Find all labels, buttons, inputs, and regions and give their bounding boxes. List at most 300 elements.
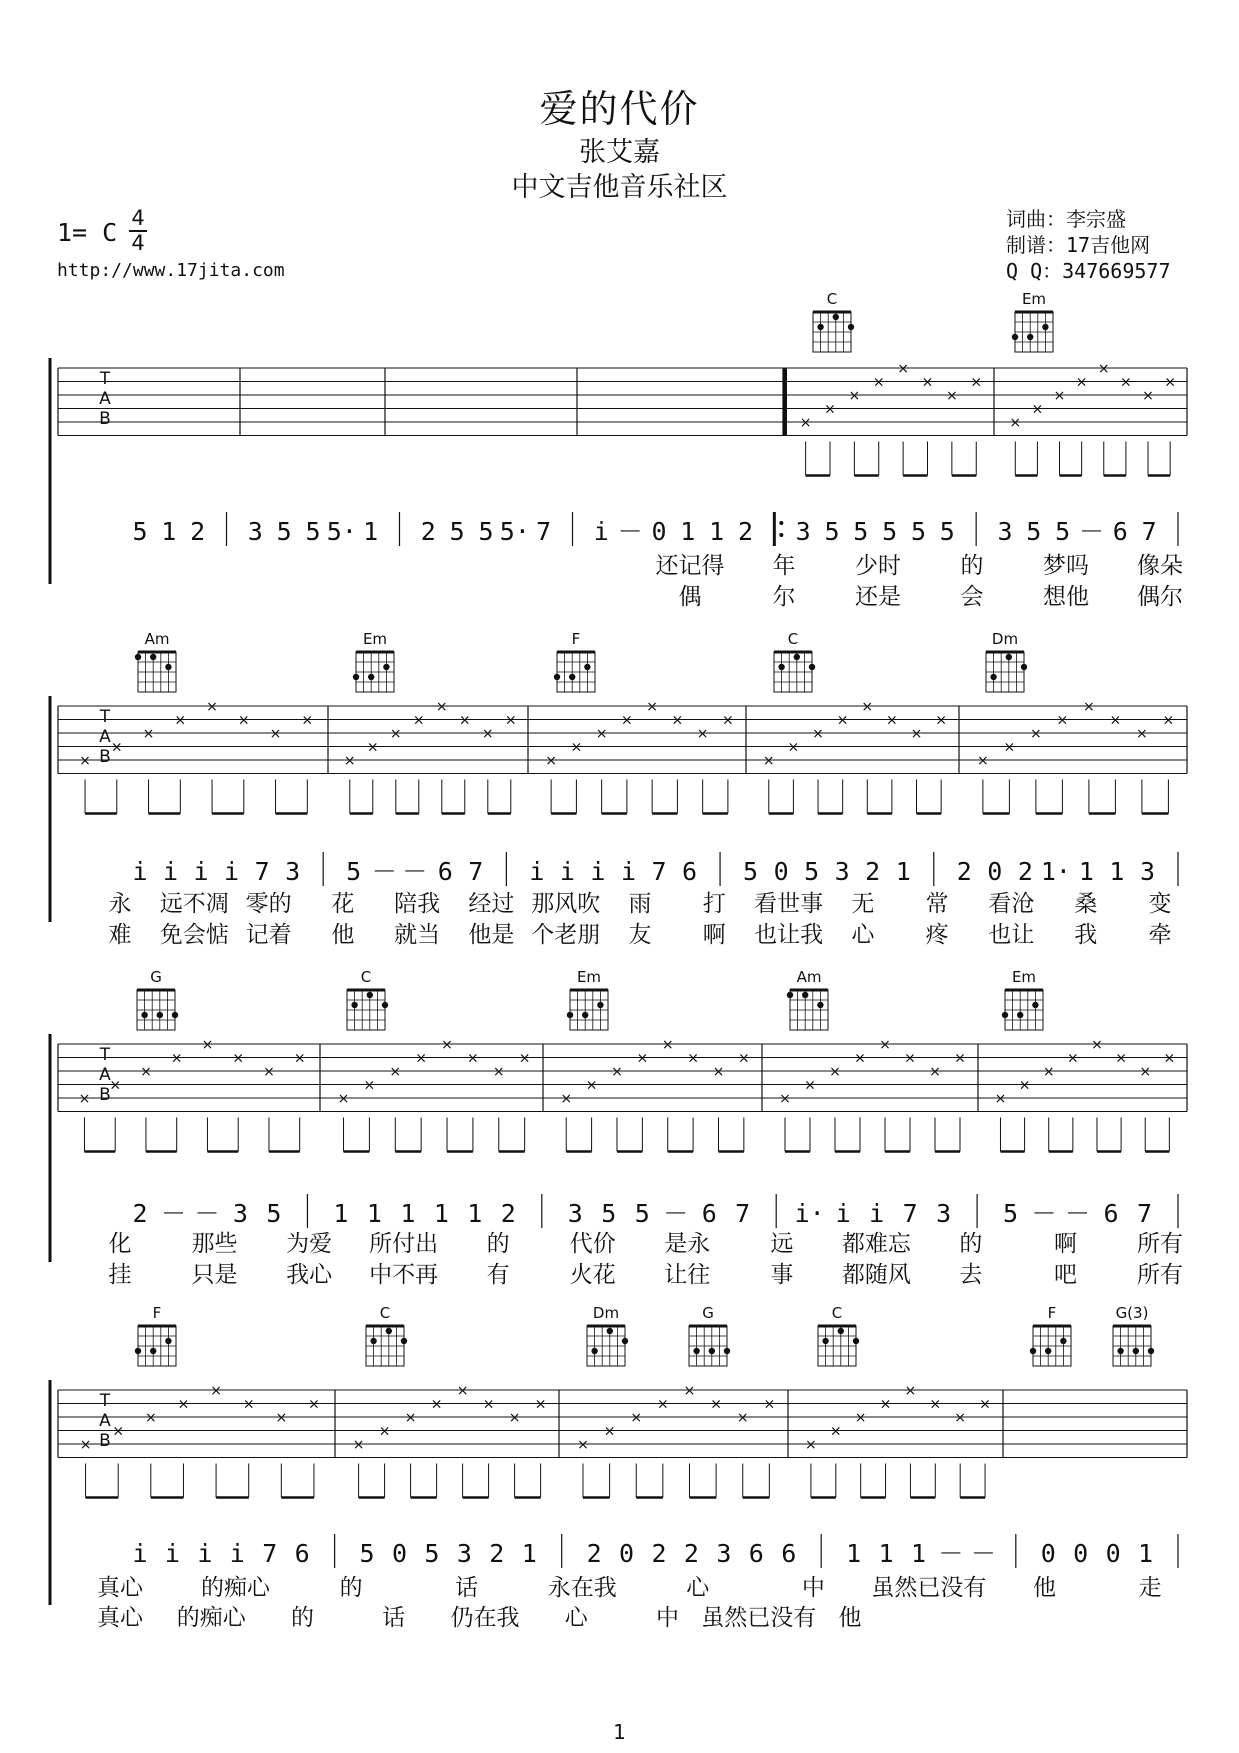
jianpu-note: 2 bbox=[651, 1539, 667, 1568]
jianpu-note: i bbox=[869, 1199, 885, 1228]
tab-strum-mark: × bbox=[722, 712, 734, 729]
chord-dot bbox=[622, 1338, 628, 1344]
tab-strum-mark: × bbox=[799, 415, 812, 431]
jianpu-note: 7 bbox=[902, 1199, 918, 1228]
jianpu-note: 6 bbox=[437, 857, 453, 886]
tab-strum-mark: × bbox=[467, 1050, 479, 1067]
jianpu-note: 3 bbox=[456, 1539, 472, 1568]
jianpu-note: 5 bbox=[424, 1539, 440, 1568]
chord-diagram bbox=[554, 652, 595, 692]
tab-strum-mark: × bbox=[1018, 1077, 1031, 1094]
lyric-word: 友 bbox=[628, 922, 652, 948]
tab-strum-mark: × bbox=[269, 726, 282, 742]
tab-strum-mark: × bbox=[829, 1064, 841, 1080]
jianpu-note: 1 bbox=[467, 1199, 483, 1228]
jianpu-note: 1 bbox=[1138, 1539, 1154, 1568]
tab-strum-mark: × bbox=[504, 712, 517, 729]
chord-name: F bbox=[152, 1304, 162, 1322]
tab-strum-mark: × bbox=[848, 388, 861, 404]
jianpu-note: 5 bbox=[882, 517, 898, 546]
jianpu-note: 7 bbox=[536, 517, 552, 546]
jianpu-note: 2 bbox=[1017, 857, 1033, 886]
lyric-word: 心 bbox=[686, 1575, 710, 1601]
tab-strum-mark: × bbox=[621, 712, 633, 729]
lyric-word: 啊 bbox=[1053, 1231, 1077, 1257]
lyric-word: 梦吗 bbox=[1043, 553, 1089, 579]
lyric-word: 难 bbox=[108, 922, 132, 948]
lyric-word: 让往 bbox=[664, 1262, 711, 1288]
jianpu-note: 1 bbox=[333, 1199, 349, 1228]
tab-strum-mark: × bbox=[861, 699, 874, 715]
jianpu-note: 6 bbox=[681, 857, 698, 886]
jianpu-note: 0 bbox=[1073, 1539, 1089, 1568]
chord-dot bbox=[817, 324, 823, 330]
chord-dot bbox=[584, 664, 590, 670]
jianpu-note: i bbox=[224, 857, 240, 886]
lyric-word: 永在我 bbox=[547, 1575, 617, 1601]
jianpu-note: 5· bbox=[326, 517, 357, 546]
lyric-word: 他 bbox=[1032, 1575, 1056, 1601]
lyric-word: 他 bbox=[838, 1605, 862, 1631]
tab-strum-mark: × bbox=[879, 1037, 891, 1053]
lyric-word: 所有 bbox=[1137, 1262, 1183, 1288]
tab-strum-mark: × bbox=[389, 726, 402, 742]
tab-clef-letter: T bbox=[99, 707, 111, 727]
tab-strum-mark: × bbox=[79, 753, 91, 769]
jianpu-note: － bbox=[970, 1539, 996, 1568]
chord-diagram bbox=[587, 1326, 628, 1366]
chord-dot bbox=[1117, 1348, 1123, 1354]
tab-strum-mark: × bbox=[736, 1410, 749, 1426]
jianpu-note: 5 bbox=[359, 1539, 375, 1568]
tab-clef-letter: B bbox=[99, 1431, 111, 1451]
chord-dot bbox=[554, 674, 560, 680]
chord-dot bbox=[401, 1338, 407, 1344]
chord-diagram bbox=[366, 1326, 407, 1366]
lyric-word: 化 bbox=[108, 1231, 132, 1257]
jianpu-note: 5 bbox=[824, 517, 840, 546]
tab-clef-letter: B bbox=[99, 747, 111, 767]
chord-name: F bbox=[1047, 1304, 1057, 1322]
tab-strum-mark: × bbox=[1003, 739, 1016, 756]
jianpu-note: 1 bbox=[363, 517, 379, 546]
chord-dot bbox=[150, 654, 156, 660]
jianpu-note: 5· bbox=[499, 517, 530, 546]
jianpu-note: i bbox=[529, 857, 545, 886]
jianpu-note: 0 bbox=[1105, 1539, 1121, 1568]
chord-dot bbox=[165, 664, 171, 670]
chord-diagram bbox=[347, 990, 388, 1030]
jianpu-note: 3 bbox=[1139, 857, 1156, 886]
tab-strum-mark: × bbox=[170, 1050, 183, 1067]
jianpu-note: i bbox=[593, 517, 609, 546]
tab-strum-mark: × bbox=[1142, 388, 1154, 404]
jianpu-note: 6 bbox=[1112, 517, 1128, 546]
lyric-word: 会 bbox=[960, 584, 984, 610]
lyric-word: 零的 bbox=[245, 891, 292, 917]
jianpu-note: 7 bbox=[1141, 517, 1157, 546]
lyric-word: 话 bbox=[382, 1605, 406, 1631]
chord-dot bbox=[135, 654, 141, 660]
tab-strum-mark: × bbox=[560, 1091, 573, 1107]
tab-strum-mark: × bbox=[671, 712, 684, 729]
jianpu-note: － bbox=[1065, 1199, 1091, 1228]
tab-strum-mark: × bbox=[456, 1383, 469, 1399]
tab-strum-mark: × bbox=[534, 1396, 547, 1413]
chord-dot bbox=[778, 664, 784, 670]
jianpu-note: 5 bbox=[478, 517, 494, 546]
tab-strum-mark: × bbox=[977, 753, 989, 769]
tab-strum-mark: × bbox=[508, 1410, 521, 1426]
jianpu-note: 5 bbox=[853, 517, 869, 546]
tab-strum-mark: × bbox=[683, 1383, 696, 1399]
jianpu-note: 1 bbox=[680, 517, 696, 546]
tab-strum-mark: × bbox=[929, 1396, 942, 1413]
jianpu-note: i bbox=[132, 857, 148, 886]
tab-clef-letter: T bbox=[99, 1045, 111, 1065]
chord-dot bbox=[591, 1348, 597, 1354]
tab-strum-mark: × bbox=[824, 401, 836, 418]
lyric-word: 都难忘 bbox=[841, 1231, 911, 1257]
lyric-word: 他是 bbox=[468, 922, 515, 948]
jianpu-note: 7 bbox=[468, 857, 484, 886]
tab-strum-mark: × bbox=[1115, 1050, 1127, 1067]
lyric-word: 为爱 bbox=[286, 1231, 333, 1257]
chord-dot bbox=[1042, 324, 1048, 330]
tab-strum-mark: × bbox=[656, 1396, 669, 1413]
tab-clef-letter: B bbox=[99, 409, 111, 429]
tab-strum-mark: × bbox=[301, 712, 314, 729]
chord-name: Dm bbox=[991, 630, 1019, 648]
tab-clef-letter: T bbox=[99, 369, 111, 389]
tab-strum-mark: × bbox=[1056, 712, 1069, 729]
lyric-word: 远 bbox=[770, 1231, 794, 1257]
lyric-word: 火花 bbox=[569, 1262, 616, 1288]
chord-name: Am bbox=[144, 630, 170, 648]
tab-strum-mark: × bbox=[946, 388, 958, 404]
chord-dot bbox=[382, 1002, 388, 1008]
jianpu-note: 1 bbox=[366, 1199, 382, 1228]
jianpu-note: 0 bbox=[391, 1539, 408, 1568]
jianpu-note: 5 bbox=[266, 1199, 282, 1228]
jianpu-note: 7 bbox=[262, 1539, 278, 1568]
chord-diagram bbox=[787, 990, 828, 1030]
jianpu-note: 0 bbox=[619, 1539, 635, 1568]
lyric-word: 年 bbox=[772, 553, 796, 579]
tab-strum-mark: × bbox=[237, 712, 250, 729]
jianpu-note: 6 bbox=[701, 1199, 717, 1228]
tab-strum-mark: × bbox=[929, 1064, 941, 1080]
jianpu-note: 3 bbox=[997, 517, 1013, 546]
lyric-word: 我 bbox=[1074, 922, 1098, 948]
chord-dot bbox=[817, 1002, 823, 1008]
jianpu-note: 1 bbox=[1109, 857, 1125, 886]
jianpu-note: 5 bbox=[346, 857, 362, 886]
jianpu-note: 3 bbox=[567, 1199, 583, 1228]
jianpu-note: 7 bbox=[735, 1199, 751, 1228]
jianpu-note: 5 bbox=[1026, 517, 1042, 546]
chord-dot bbox=[383, 664, 389, 670]
tab-strum-mark: × bbox=[1031, 401, 1044, 418]
chord-diagram bbox=[1012, 312, 1053, 352]
chord-dot bbox=[165, 1338, 171, 1344]
tab-strum-mark: × bbox=[804, 1077, 816, 1094]
jianpu-note: 7 bbox=[1136, 1199, 1153, 1228]
jianpu-note: 3 bbox=[247, 517, 263, 546]
tab-strum-mark: × bbox=[897, 361, 909, 377]
jianpu-note: － bbox=[617, 517, 643, 546]
tab-strum-mark: × bbox=[112, 1423, 125, 1440]
tab-strum-mark: × bbox=[904, 1383, 917, 1399]
lyric-word: 永 bbox=[108, 891, 132, 917]
website-url[interactable]: http://www.17jita.com bbox=[57, 260, 285, 281]
jianpu-note: 3 bbox=[716, 1539, 732, 1568]
chord-diagram bbox=[1002, 990, 1043, 1030]
repeat-dot bbox=[779, 533, 783, 537]
jianpu-note: 5 bbox=[601, 1199, 617, 1228]
lyric-word: 的痴心 bbox=[176, 1605, 246, 1631]
jianpu-note: 2 bbox=[420, 517, 436, 546]
tab-strum-mark: × bbox=[696, 726, 709, 742]
tab-strum-mark: × bbox=[910, 726, 923, 742]
chord-dot bbox=[150, 1348, 156, 1354]
jianpu-note: 2 bbox=[489, 1539, 505, 1568]
tab-strum-mark: × bbox=[1163, 1050, 1176, 1067]
tab-strum-mark: × bbox=[481, 726, 494, 742]
chord-name: Em bbox=[1011, 968, 1037, 986]
jianpu-note: 7 bbox=[651, 857, 667, 886]
artist-name: 张艾嘉 bbox=[579, 137, 660, 168]
lyric-word: 中不再 bbox=[369, 1262, 439, 1288]
lyric-word: 雨 bbox=[628, 891, 652, 917]
chord-name: Am bbox=[796, 968, 822, 986]
tab-strum-mark: × bbox=[763, 1396, 776, 1413]
tab-strum-mark: × bbox=[378, 1423, 391, 1440]
chord-dot bbox=[787, 992, 793, 998]
jianpu-note: 6 bbox=[294, 1539, 310, 1568]
lyric-word: 个老朋 bbox=[531, 922, 601, 948]
lyric-word: 远不凋 bbox=[159, 891, 229, 917]
tab-strum-mark: × bbox=[343, 753, 356, 769]
tab-strum-mark: × bbox=[872, 374, 885, 391]
lyric-word: 疼 bbox=[925, 922, 949, 948]
tab-strum-mark: × bbox=[570, 739, 583, 756]
lyric-word: 代价 bbox=[569, 1231, 616, 1257]
chord-dot bbox=[802, 992, 808, 998]
tab-strum-mark: × bbox=[829, 1423, 842, 1440]
lyric-word: 偶尔 bbox=[1137, 584, 1183, 610]
chord-dot bbox=[172, 1012, 178, 1018]
chord-dot bbox=[1133, 1348, 1139, 1354]
jianpu-note: 1 bbox=[910, 1539, 927, 1568]
chord-dot bbox=[1045, 1348, 1051, 1354]
tab-strum-mark: × bbox=[441, 1037, 453, 1053]
tab-strum-mark: × bbox=[1030, 726, 1042, 742]
lyric-word: 真心 bbox=[97, 1605, 143, 1631]
lyric-word: 吧 bbox=[1053, 1262, 1077, 1288]
lyric-word: 变 bbox=[1148, 891, 1172, 917]
jianpu-note: i bbox=[193, 857, 209, 886]
chord-name: C bbox=[360, 968, 372, 986]
source-name: 中文吉他音乐社区 bbox=[511, 172, 728, 203]
tab-strum-mark: × bbox=[836, 712, 849, 729]
chord-dot bbox=[990, 674, 996, 680]
jianpu-note: 3 bbox=[232, 1199, 248, 1228]
credit-qq: Q Q：347669577 bbox=[1006, 259, 1171, 283]
chord-dot bbox=[1012, 334, 1018, 340]
credit-lyrics-music: 词曲：李宗盛 bbox=[1006, 207, 1126, 231]
time-signature-denominator: 4 bbox=[131, 231, 145, 255]
chord-dot bbox=[353, 674, 359, 680]
chord-name: G bbox=[702, 1304, 714, 1322]
lyric-word: 有 bbox=[486, 1262, 510, 1288]
tab-clef-letter: B bbox=[99, 1085, 111, 1105]
tab-strum-mark: × bbox=[201, 1037, 214, 1053]
tab-strum-mark: × bbox=[458, 712, 471, 729]
tab-strum-mark: × bbox=[886, 712, 898, 729]
chord-diagram bbox=[567, 990, 608, 1030]
tab-strum-mark: × bbox=[78, 1091, 91, 1107]
jianpu-note: 5 bbox=[132, 517, 148, 546]
jianpu-note: 2 bbox=[132, 1199, 148, 1228]
jianpu-note: 5 bbox=[449, 517, 465, 546]
jianpu-note: 0 bbox=[651, 517, 667, 546]
lyric-word: 啊 bbox=[702, 922, 726, 948]
tab-strum-mark: × bbox=[435, 699, 448, 715]
tab-strum-mark: × bbox=[935, 712, 948, 729]
lyric-word: 打 bbox=[702, 891, 726, 917]
tab-strum-mark: × bbox=[1162, 712, 1175, 729]
lyric-word: 尔 bbox=[772, 584, 796, 610]
lyric-word: 看世事 bbox=[754, 891, 824, 917]
chord-dot bbox=[1021, 664, 1027, 670]
tab-strum-mark: × bbox=[415, 1050, 428, 1067]
chord-dot bbox=[607, 1328, 613, 1334]
jianpu-note: i bbox=[559, 857, 575, 886]
jianpu-note: 1 bbox=[709, 517, 725, 546]
tab-strum-mark: × bbox=[1139, 1064, 1152, 1080]
jianpu-note: 1 bbox=[400, 1199, 416, 1228]
jianpu-note: 6 bbox=[781, 1539, 797, 1568]
tab-strum-mark: × bbox=[412, 712, 425, 729]
lyric-word: 的 bbox=[291, 1605, 314, 1631]
tab-strum-mark: × bbox=[518, 1050, 531, 1067]
tab-strum-mark: × bbox=[710, 1396, 722, 1413]
chord-name: G bbox=[150, 968, 162, 986]
lyric-word: 所付出 bbox=[369, 1231, 439, 1257]
tab-strum-mark: × bbox=[242, 1396, 255, 1413]
tab-strum-mark: × bbox=[232, 1050, 245, 1067]
jianpu-note: i bbox=[835, 1199, 851, 1228]
chord-diagram bbox=[353, 652, 394, 692]
lyric-word: 仍在我 bbox=[450, 1605, 520, 1631]
lyric-word: 事 bbox=[770, 1262, 794, 1288]
time-signature-numerator: 4 bbox=[131, 206, 145, 230]
lyric-word: 看沧 bbox=[988, 891, 1035, 917]
jianpu-note: 1· bbox=[1040, 857, 1071, 886]
tab-strum-mark: × bbox=[921, 374, 934, 391]
jianpu-note: 5 bbox=[743, 857, 759, 886]
lyric-word: 去 bbox=[959, 1262, 983, 1288]
jianpu-note: i bbox=[164, 1539, 180, 1568]
chord-diagram bbox=[137, 990, 178, 1030]
chord-dot bbox=[597, 1002, 603, 1008]
jianpu-note: 5 bbox=[804, 857, 820, 886]
chord-dot bbox=[569, 674, 575, 680]
tab-strum-mark: × bbox=[595, 726, 608, 742]
lyric-word: 中 bbox=[656, 1605, 679, 1631]
jianpu-note: 1 bbox=[433, 1199, 449, 1228]
chord-name: C bbox=[379, 1304, 391, 1322]
tab-strum-mark: × bbox=[430, 1396, 443, 1413]
jianpu-note: 1 bbox=[161, 517, 177, 546]
tab-strum-mark: × bbox=[293, 1050, 306, 1067]
tab-strum-mark: × bbox=[482, 1396, 495, 1413]
tab-strum-mark: × bbox=[337, 1091, 350, 1107]
tab-strum-mark: × bbox=[110, 739, 123, 756]
lyric-word: 中 bbox=[801, 1575, 825, 1601]
jianpu-note: 2 bbox=[956, 857, 972, 886]
jianpu-note: 5 bbox=[1003, 1199, 1019, 1228]
tab-strum-mark: × bbox=[109, 1077, 122, 1094]
jianpu-note: － bbox=[402, 857, 428, 886]
jianpu-note: 6 bbox=[1103, 1199, 1119, 1228]
chord-diagram bbox=[1030, 1326, 1071, 1366]
lyric-word: 心 bbox=[851, 922, 875, 948]
chord-dot bbox=[567, 1012, 573, 1018]
chord-dot bbox=[809, 664, 815, 670]
chord-dot bbox=[724, 1348, 730, 1354]
tab-clef-letter: A bbox=[99, 1065, 111, 1085]
tab-strum-mark: × bbox=[389, 1064, 402, 1080]
chord-dot bbox=[1002, 1012, 1008, 1018]
jianpu-note: － bbox=[160, 1199, 186, 1228]
chord-dot bbox=[833, 314, 839, 320]
tab-strum-mark: × bbox=[994, 1091, 1007, 1107]
tab-strum-mark: × bbox=[762, 753, 775, 769]
lyric-word: 的 bbox=[960, 553, 984, 579]
lyric-word: 偶 bbox=[678, 584, 702, 610]
tab-strum-mark: × bbox=[352, 1437, 365, 1453]
chord-diagram bbox=[135, 1326, 176, 1366]
lyric-word: 像朵 bbox=[1137, 553, 1183, 579]
tab-strum-mark: × bbox=[1120, 374, 1132, 391]
chord-diagram bbox=[818, 1326, 859, 1366]
tab-strum-mark: × bbox=[545, 753, 558, 769]
chord-name: Em bbox=[576, 968, 602, 986]
tab-strum-mark: × bbox=[142, 726, 155, 742]
jianpu-note: 1 bbox=[1078, 857, 1094, 886]
jianpu-note: 1 bbox=[521, 1539, 537, 1568]
jianpu-note: 1 bbox=[846, 1539, 862, 1568]
jianpu-note: 2 bbox=[586, 1539, 602, 1568]
key-signature: 1= C bbox=[57, 218, 118, 247]
lyric-word: 话 bbox=[455, 1575, 479, 1601]
lyric-word: 还是 bbox=[855, 584, 901, 610]
jianpu-note: 2 bbox=[190, 517, 206, 546]
lyric-word: 只是 bbox=[191, 1262, 238, 1288]
tab-clef-letter: A bbox=[99, 389, 111, 409]
jianpu-note: 0 bbox=[987, 857, 1003, 886]
lyric-word: 虽然已没有 bbox=[871, 1575, 987, 1601]
chord-dot bbox=[838, 1328, 844, 1334]
lyric-word: 心 bbox=[564, 1605, 588, 1631]
lyric-word: 想他 bbox=[1043, 584, 1089, 610]
tab-strum-mark: × bbox=[979, 1396, 991, 1413]
lyric-word: 桑 bbox=[1074, 891, 1098, 917]
tab-strum-mark: × bbox=[1009, 415, 1022, 431]
tab-strum-mark: × bbox=[904, 1050, 916, 1067]
